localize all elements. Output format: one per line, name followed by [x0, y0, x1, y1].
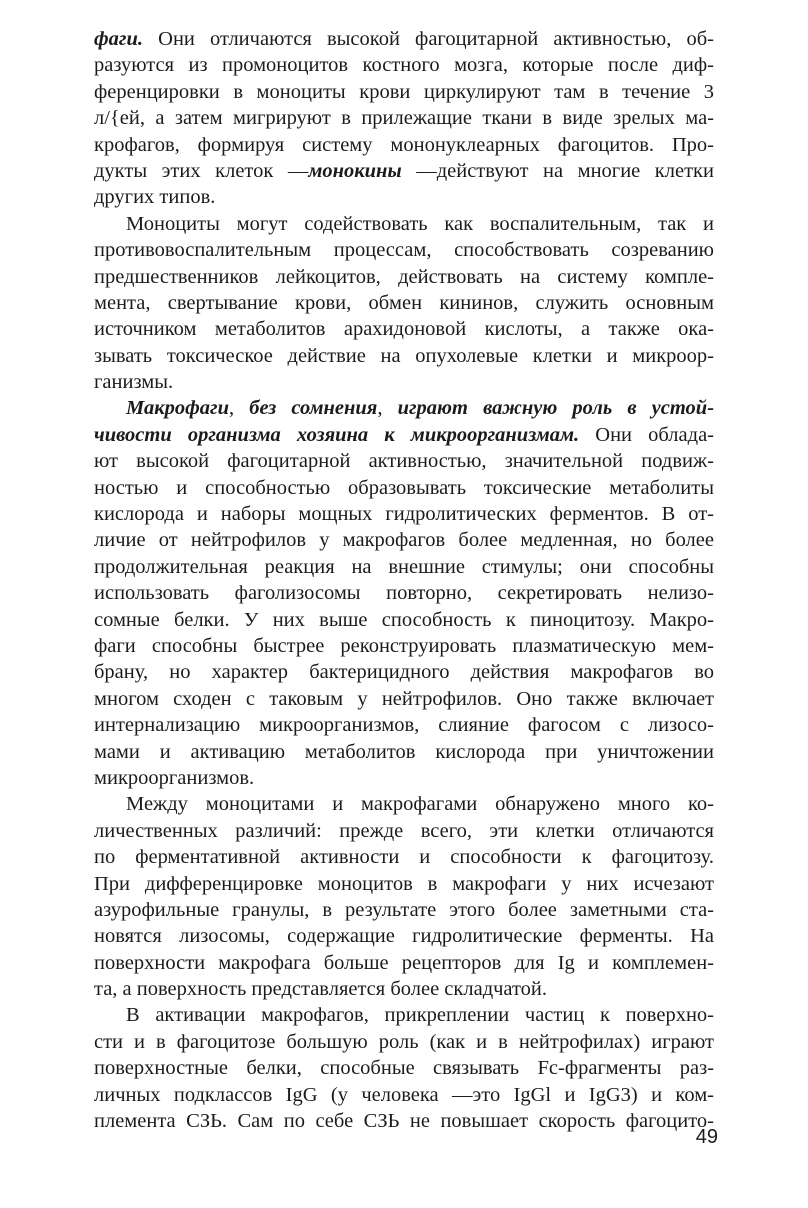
text-segment: продолжительная реакция на внешние стимулы; они способны: [94, 555, 714, 578]
text-line: [94, 52, 714, 78]
text-segment: Они отличаются высокой фагоцитарной активностью, об-: [143, 28, 714, 50]
text-segment: ,: [228, 397, 250, 420]
text-line: [94, 264, 714, 290]
emphasis-text: фаги.: [94, 28, 144, 50]
text-line: [94, 1029, 714, 1055]
text-segment: ют высокой фагоцитарной активностью, значительной подвиж-: [94, 450, 714, 473]
text-line: [94, 26, 714, 52]
text-line: [94, 818, 714, 844]
text-line: [94, 501, 714, 527]
text-line: [94, 712, 714, 738]
paragraph: [94, 211, 714, 396]
text-segment: новятся лизосомы, содержащие гидролитические ферменты. На: [94, 925, 714, 948]
text-line: [94, 1002, 714, 1028]
text-line: [94, 237, 714, 263]
emphasis-text: монокины: [308, 159, 402, 182]
text-segment: мами и активацию метаболитов кислорода при уничтожении: [94, 740, 714, 763]
page-body: [94, 26, 714, 1134]
text-segment: мента, свертывание крови, обмен кининов, служить основным: [94, 291, 714, 314]
text-segment: других типов.: [94, 186, 216, 209]
paragraph: [94, 791, 714, 1002]
text-line: [94, 211, 714, 237]
text-segment: источником метаболитов арахидоновой кислоты, а также ока-: [94, 318, 714, 341]
text-segment: использовать фаголизосомы повторно, секретировать нелизо-: [94, 582, 714, 605]
text-segment: —действуют на многие клетки: [401, 159, 714, 182]
text-line: [94, 976, 714, 1002]
text-segment: ганизмы.: [94, 371, 174, 394]
text-line: [94, 79, 714, 105]
text-segment: ,: [377, 397, 398, 420]
text-line: [94, 923, 714, 949]
text-line: [94, 739, 714, 765]
text-segment: многом сходен с таковым у нейтрофилов. Оно также включает: [94, 687, 714, 710]
text-line: [94, 633, 714, 659]
text-line: [94, 897, 714, 923]
text-segment: брану, но характер бактерицидного действия макрофагов во: [94, 661, 714, 684]
text-segment: противовоспалительным процессам, способствовать созреванию: [94, 239, 714, 262]
text-segment: При дифференцировке моноцитов в макрофаги у них исчезают: [94, 872, 714, 895]
emphasis-text: играют важную роль в устой-: [397, 397, 714, 420]
text-segment: поверхностные белки, способные связывать Fc-фрагменты раз-: [94, 1057, 714, 1080]
text-segment: зывать токсическое действие на опухолевые клетки и микроор-: [94, 344, 714, 367]
text-line: [94, 369, 714, 395]
text-segment: поверхности макрофага больше рецепторов для Ig и комплемен-: [94, 951, 714, 974]
text-line: [94, 871, 714, 897]
text-segment: личественных различий: прежде всего, эти клетки отличаются: [94, 819, 714, 842]
text-line: [94, 950, 714, 976]
text-line: [94, 184, 714, 210]
text-line: [94, 791, 714, 817]
text-line: [94, 686, 714, 712]
text-segment: Они облада-: [579, 423, 714, 446]
text-segment: Между моноцитами и макрофагами обнаружено много ко-: [126, 793, 714, 816]
text-line: [94, 316, 714, 342]
paragraph: [94, 26, 714, 211]
text-line: [94, 475, 714, 501]
text-line: [94, 554, 714, 580]
text-segment: ностью и способностью образовывать токсические метаболиты: [94, 476, 714, 499]
paragraph: [94, 395, 714, 791]
paragraph: [94, 1002, 714, 1134]
text-line: [94, 607, 714, 633]
text-line: [94, 158, 714, 184]
emphasis-text: чивости организма хозяина к микроорганизмам.: [94, 423, 580, 446]
text-segment: кислорода и наборы мощных гидролитических ферментов. В от-: [94, 503, 714, 526]
text-segment: сомные белки. У них выше способность к пиноцитозу. Макро-: [94, 608, 714, 631]
page-number: 49: [695, 1126, 718, 1148]
text-segment: крофагов, формируя систему мононуклеарных фагоцитов. Про-: [94, 133, 714, 156]
text-segment: В активации макрофагов, прикреплении частиц к поверхно-: [126, 1004, 714, 1027]
text-line: [94, 1055, 714, 1081]
text-segment: племента СЗЬ. Сам по себе СЗЬ не повышает скорость фагоцито-: [94, 1110, 714, 1133]
text-line: [94, 844, 714, 870]
emphasis-text: Макрофаги: [126, 397, 229, 420]
text-line: [94, 659, 714, 685]
text-line: [94, 290, 714, 316]
text-line: [94, 395, 714, 421]
text-line: [94, 1108, 714, 1134]
text-line: [94, 132, 714, 158]
text-line: [94, 1082, 714, 1108]
text-segment: л/{ей, а затем мигрируют в прилежащие ткани в виде зрелых ма-: [94, 107, 714, 130]
emphasis-text: без сомнения: [249, 397, 378, 420]
text-segment: микроорганизмов.: [94, 766, 255, 789]
text-line: [94, 343, 714, 369]
text-segment: сти и в фагоцитозе большую роль (как и в нейтрофилах) играют: [94, 1030, 714, 1053]
text-line: [94, 765, 714, 791]
text-segment: дукты этих клеток —: [94, 159, 309, 182]
text-segment: фаги способны быстрее реконструировать плазматическую мем-: [94, 634, 714, 657]
text-segment: ференцировки в моноциты крови циркулируют там в течение 3: [94, 80, 714, 103]
text-segment: Моноциты могут содействовать как воспалительным, так и: [126, 212, 714, 235]
text-line: [94, 580, 714, 606]
text-segment: интернализацию микроорганизмов, слияние фагосом с лизосо-: [94, 714, 714, 737]
text-line: [94, 448, 714, 474]
text-segment: та, а поверхность представляется более складчатой.: [94, 978, 548, 1001]
text-line: [94, 527, 714, 553]
text-segment: разуются из промоноцитов костного мозга, которые после диф-: [94, 54, 714, 77]
text-segment: по ферментативной активности и способности к фагоцитозу.: [94, 846, 714, 869]
text-line: [94, 105, 714, 131]
text-segment: личных подклассов IgG (у человека —это IgGl и IgG3) и ком-: [94, 1083, 714, 1106]
text-segment: личие от нейтрофилов у макрофагов более медленная, но более: [94, 529, 714, 552]
text-line: [94, 422, 714, 448]
text-segment: азурофильные гранулы, в результате этого более заметными ста-: [94, 898, 714, 921]
text-segment: предшественников лейкоцитов, действовать на систему компле-: [94, 265, 714, 288]
